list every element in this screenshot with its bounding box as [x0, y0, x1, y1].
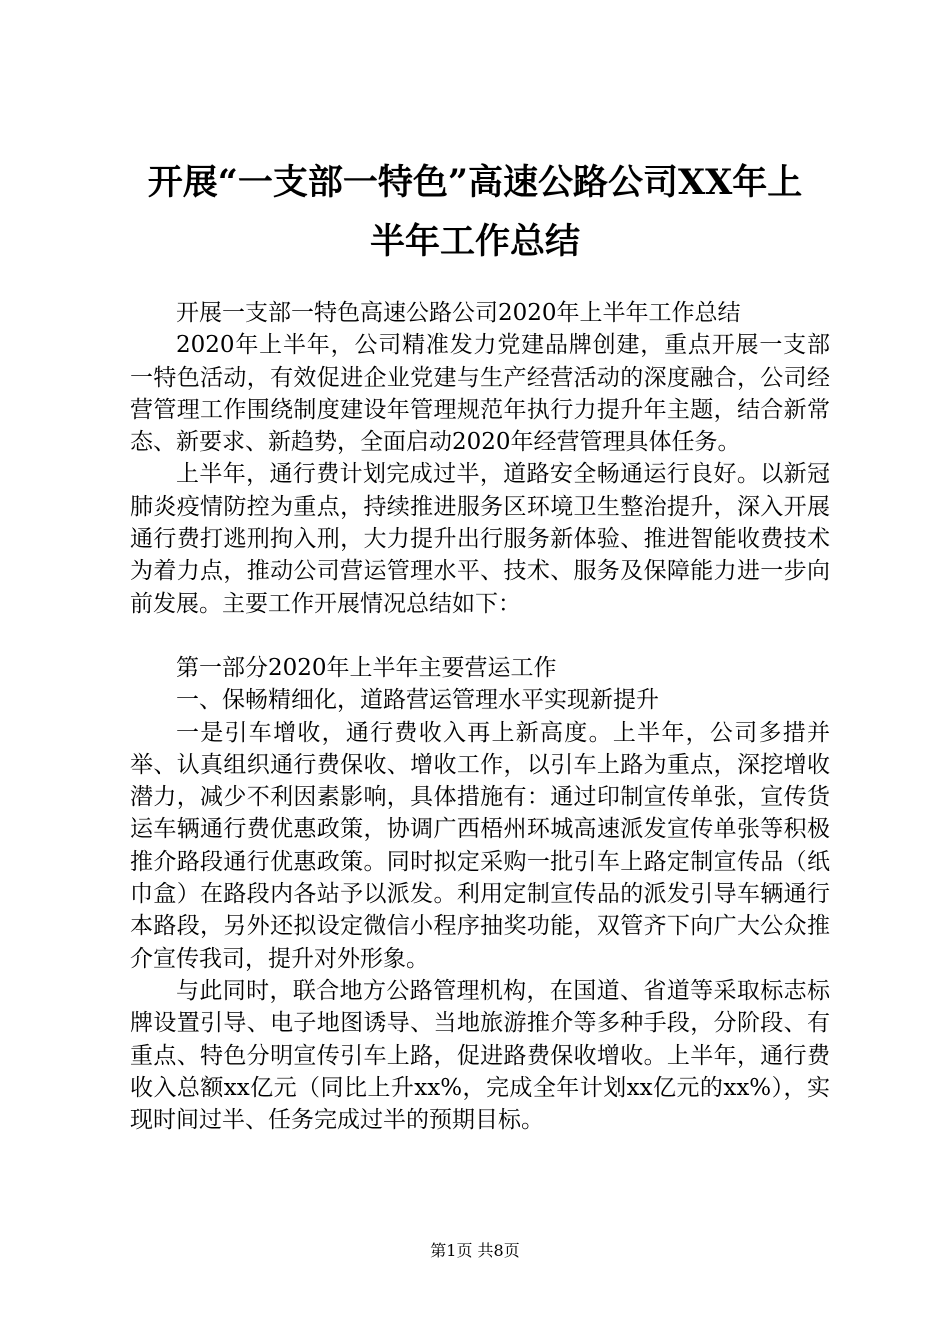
document-body — [130, 297, 830, 1136]
document-title-line-2: 半年工作总结 — [369, 221, 580, 262]
subsection-heading: 一、保畅精细化，道路营运管理水平实现新提升 — [176, 687, 659, 714]
paragraph-toll-revenue: 一是引车增收，通行费收入再上新高度。上半年，公司多措并举、认真组织通行费保收、增收工作，以引车上路为重点，深挖增收潜力，减少不利因素影响，具体措施有：通过印制宣传单张，宣传货运车辆通行费优惠政策，协调广西梧州环城高速派发宣传单张等积极推介路段通行优惠政策。同时拟定采购一批引车上路定制宣传品（纸巾盒）在路段内各站予以派发。利用定制宣传品的派发引导车辆通行本路段，另外还拟设定微信小程序抽奖功能，双管齐下向广大公众推介宣传我司，提升对外形象。 — [130, 719, 830, 972]
paragraph-intro: 2020年上半年，公司精准发力党建品牌创建，重点开展一支部一特色活动，有效促进企业党建与生产经营活动的深度融合，公司经营管理工作围绕制度建设年管理规范年执行力提升年主题，结合新常态、新要求、新趋势，全面启动2020年经营管理具体任务。 — [130, 332, 830, 456]
section-heading: 第一部分2020年上半年主要营运工作 — [176, 654, 557, 681]
paragraph-subtitle: 开展一支部一特色高速公路公司2020年上半年工作总结 — [176, 300, 741, 326]
page-footer: 第1页 共8页 — [430, 1241, 520, 1260]
document-title-line-1: 开展“一支部一特色”高速公路公司XX年上 — [147, 162, 803, 203]
paragraph-overview: 上半年，通行费计划完成过半，道路安全畅通运行良好。以新冠肺炎疫情防控为重点，持续推进服务区环境卫生整治提升，深入开展通行费打逃刑拘入刑，大力提升出行服务新体验、推进智能收费技术为着力点，推动公司营运管理水平、技术、服务及保障能力进一步向前发展。主要工作开展情况总结如下： — [130, 461, 830, 617]
paragraph-spacer — [130, 620, 830, 652]
paragraph-cooperation: 与此同时，联合地方公路管理机构，在国道、省道等采取标志标牌设置引导、电子地图诱导、当地旅游推介等多种手段，分阶段、有重点、特色分明宣传引车上路，促进路费保收增收。上半年，通行费收入总额xx亿元（同比上升xx%，完成全年计划xx亿元的xx%），实现时间过半、任务完成过半的预期目标。 — [130, 977, 830, 1134]
